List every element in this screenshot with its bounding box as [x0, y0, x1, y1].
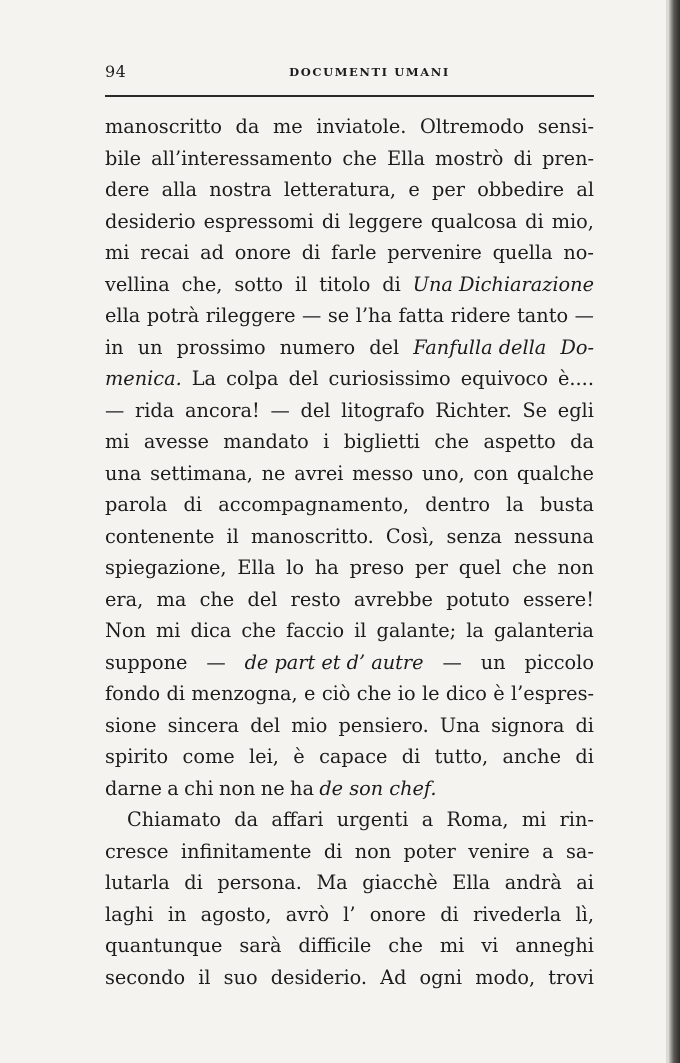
word: biglietti	[343, 430, 420, 453]
word: senza	[446, 524, 502, 548]
word: spiegazione,	[105, 556, 227, 579]
word: il	[226, 524, 239, 548]
word: Richter.	[435, 398, 512, 422]
word: agosto,	[200, 902, 272, 926]
word: all’interessamento	[151, 146, 333, 170]
word: leggere	[348, 209, 423, 233]
text-line	[105, 143, 594, 175]
word: contenente	[105, 524, 215, 548]
text-line	[105, 552, 594, 584]
word: il	[294, 272, 308, 296]
word: mi	[155, 619, 181, 642]
word: mi	[105, 241, 130, 264]
word: numero	[279, 335, 356, 359]
word: difficile	[298, 934, 372, 957]
word: parola	[105, 493, 168, 516]
text-line	[105, 300, 594, 332]
text-line	[105, 678, 594, 710]
word: colpa	[226, 367, 279, 390]
word: ma	[156, 587, 187, 611]
word: letteratura,	[283, 178, 397, 201]
word: bile	[105, 146, 142, 170]
word: uno,	[422, 461, 465, 485]
word: sotto	[234, 272, 283, 296]
word: prossimo	[176, 335, 266, 359]
word: accompagnamento,	[218, 493, 409, 516]
word: di	[323, 839, 343, 863]
word: di	[440, 902, 459, 926]
word: mio,	[551, 209, 594, 233]
word: ancora!	[184, 398, 260, 422]
word: inviatole.	[316, 115, 407, 138]
word: ad	[200, 241, 224, 264]
word: dica	[190, 619, 232, 642]
word: ridere	[450, 304, 511, 327]
word: in	[167, 902, 187, 926]
page-edge	[669, 0, 680, 1063]
word: menica.	[105, 367, 182, 390]
word: qualche	[516, 461, 594, 485]
word: sione	[105, 713, 157, 737]
word: —	[574, 304, 594, 327]
word: modo,	[475, 965, 536, 989]
word: vellina	[105, 272, 170, 296]
word: l’ha	[355, 304, 392, 327]
word: di	[382, 272, 401, 296]
word: che	[241, 619, 276, 642]
word: sarà	[239, 934, 282, 957]
word: venire	[468, 839, 530, 863]
word: non	[557, 556, 594, 579]
text-line	[105, 836, 594, 868]
word: fatta	[398, 304, 445, 327]
word: Do-	[560, 335, 594, 359]
word: mi	[521, 808, 547, 831]
word: dere	[105, 178, 150, 201]
word: potrà	[146, 304, 200, 327]
word: manoscritto.	[250, 524, 374, 548]
word: farle	[331, 241, 377, 264]
word: ha	[314, 556, 339, 579]
word: quantunque	[105, 934, 223, 957]
word: —	[442, 650, 462, 674]
word: da	[234, 808, 259, 831]
word: avrò	[285, 902, 329, 926]
text-line	[105, 710, 594, 742]
word: a	[421, 808, 434, 831]
word: Se	[522, 398, 548, 422]
word: da	[235, 115, 260, 138]
text-line	[105, 930, 594, 962]
word: del	[250, 713, 281, 737]
word: che	[511, 556, 547, 579]
word: resto	[290, 587, 341, 611]
word: ha	[290, 776, 314, 800]
word: Ma	[316, 871, 348, 894]
word: di	[525, 209, 544, 233]
word: faccio	[286, 619, 345, 642]
word: che	[199, 587, 235, 611]
word: l’espres-	[511, 682, 594, 705]
word: mio	[291, 713, 328, 737]
word: e	[304, 682, 316, 705]
word: avesse	[143, 430, 209, 453]
text-line	[105, 615, 594, 647]
word: capace	[319, 745, 388, 768]
word: messo	[352, 461, 414, 485]
word: che	[342, 146, 377, 170]
word: lei,	[249, 745, 279, 768]
word: di	[575, 745, 594, 768]
word: mi	[439, 934, 465, 957]
word: de son chef.	[319, 776, 437, 800]
word: obbedire	[477, 178, 565, 201]
word: litografo	[341, 398, 425, 422]
word: che	[434, 430, 470, 453]
word: quella	[492, 241, 553, 264]
word: fondo	[105, 682, 161, 705]
text-line	[105, 867, 594, 899]
word: che	[388, 934, 423, 957]
word: ne	[260, 776, 285, 800]
word: del	[288, 367, 319, 390]
word: la	[466, 619, 484, 642]
word: giacchè	[362, 871, 438, 894]
word: signora	[491, 713, 565, 737]
word: Una	[439, 713, 481, 737]
word: la	[506, 493, 524, 516]
word: era,	[105, 587, 144, 611]
word: vi	[481, 934, 499, 957]
word: Ad	[380, 965, 407, 989]
running-title: DOCUMENTI UMANI	[289, 65, 450, 79]
text-line	[105, 741, 594, 773]
word: recai	[140, 241, 190, 264]
page-number: 94	[105, 62, 127, 81]
word: Ella	[237, 556, 276, 579]
text-line	[105, 584, 594, 616]
word: pren-	[542, 146, 594, 170]
word: se	[327, 304, 350, 327]
word: i	[323, 430, 330, 453]
word: settimana,	[150, 461, 253, 485]
word: piccolo	[524, 650, 594, 674]
word: di	[301, 241, 321, 264]
word: qualcosa	[430, 209, 518, 233]
word: in	[105, 335, 124, 359]
word: un	[480, 650, 506, 674]
word: come	[182, 745, 235, 768]
word: a	[542, 839, 554, 863]
word: mostrò	[435, 146, 504, 170]
body-text	[105, 111, 594, 993]
word: una	[105, 461, 142, 485]
word: Così,	[385, 524, 435, 548]
word: onore	[234, 241, 291, 264]
word: e	[408, 178, 420, 201]
text-line	[105, 962, 594, 994]
word: espressomi	[203, 209, 314, 233]
word: laghi	[105, 902, 154, 926]
word: ella	[105, 304, 141, 327]
word: tutto,	[434, 745, 489, 768]
word: preso	[349, 556, 405, 579]
page-header	[105, 62, 594, 84]
word: lutarla	[105, 871, 170, 894]
word: Fanfulla della	[413, 335, 547, 359]
word: urgenti	[336, 808, 409, 831]
word: di	[166, 682, 186, 705]
word: rivederla	[472, 902, 562, 926]
word: desiderio.	[270, 965, 368, 989]
text-line	[105, 804, 594, 836]
word: di	[184, 871, 203, 894]
word: sa-	[566, 839, 594, 863]
word: titolo	[319, 272, 371, 296]
word: mandato	[223, 430, 309, 453]
word: secondo	[105, 965, 186, 989]
word: di	[321, 209, 341, 233]
word: Oltremodo	[419, 115, 525, 138]
word: galante;	[376, 619, 457, 642]
word: il	[354, 619, 367, 642]
word: pensiero.	[338, 713, 429, 737]
word: di	[401, 745, 421, 768]
word: per	[432, 178, 465, 201]
word: pervenire	[387, 241, 482, 264]
word: da	[570, 430, 594, 453]
word: non	[354, 839, 392, 863]
word: persona.	[217, 871, 302, 894]
word: Ella	[387, 146, 425, 170]
word: me	[272, 115, 303, 138]
word: del	[369, 335, 400, 359]
word: rileggere	[205, 304, 296, 327]
word: equivoco	[460, 367, 548, 390]
header-rule	[105, 95, 594, 97]
word: ne	[261, 461, 286, 485]
word: che,	[181, 272, 223, 296]
word: rida	[135, 398, 175, 422]
word: galanteria	[493, 619, 594, 642]
word: —	[302, 304, 322, 327]
text-line	[105, 206, 594, 238]
word: per	[414, 556, 448, 579]
text-line	[105, 111, 594, 143]
text-line	[105, 363, 594, 395]
word: non	[218, 776, 256, 800]
word: tanto	[517, 304, 569, 327]
word: nessuna	[514, 524, 594, 548]
word: del	[300, 398, 331, 422]
word: spirito	[105, 745, 169, 768]
word: trovi	[548, 965, 594, 989]
word: del	[247, 587, 278, 611]
word: affari	[271, 808, 324, 831]
word: le	[421, 682, 440, 705]
word: dico	[445, 682, 487, 705]
word: egli	[557, 398, 594, 422]
word: è....	[558, 367, 594, 390]
word: a	[167, 776, 179, 800]
word: io	[397, 682, 416, 705]
word: Una Dichiarazione	[412, 272, 594, 296]
word: curiosissimo	[328, 367, 451, 390]
word: Non	[105, 619, 146, 642]
word: al	[576, 178, 594, 201]
word: dentro	[425, 493, 490, 516]
word: —	[206, 650, 226, 674]
word: rin-	[559, 808, 594, 831]
word: aspetto	[483, 430, 556, 453]
word: Roma,	[446, 808, 509, 831]
word: sensi-	[537, 115, 594, 138]
text-line	[105, 899, 594, 931]
word: di	[183, 493, 203, 516]
text-line	[105, 647, 594, 679]
text-line	[105, 521, 594, 553]
word: potuto	[446, 587, 510, 611]
word: ai	[576, 871, 594, 894]
word: onore	[369, 902, 426, 926]
word: La	[191, 367, 217, 390]
word: no-	[563, 241, 594, 264]
word: —	[105, 398, 125, 422]
word: anneghi	[515, 934, 594, 957]
word: mi	[105, 430, 130, 453]
word: —	[270, 398, 290, 422]
word: de part et d’ autre	[244, 650, 424, 674]
text-line	[105, 458, 594, 490]
word: infinitamente	[180, 839, 312, 863]
word: suppone	[105, 650, 188, 674]
word: sincera	[167, 713, 240, 737]
word: che	[356, 682, 392, 705]
text-line	[105, 269, 594, 301]
word: avrei	[294, 461, 344, 485]
word: cresce	[105, 839, 169, 863]
word: essere!	[522, 587, 594, 611]
word: ciò	[321, 682, 351, 705]
word: anche	[502, 745, 561, 768]
word: di	[513, 146, 533, 170]
word: con	[473, 461, 509, 485]
word: desiderio	[105, 209, 196, 233]
word: chi	[184, 776, 214, 800]
word: lì,	[575, 902, 594, 926]
word: avrebbe	[353, 587, 433, 611]
word: busta	[540, 493, 594, 516]
word: alla	[161, 178, 197, 201]
word: Chiamato	[127, 808, 221, 831]
word: suo	[223, 965, 258, 989]
word: poter	[403, 839, 456, 863]
word: lo	[286, 556, 304, 579]
word: il	[198, 965, 211, 989]
text-line	[105, 174, 594, 206]
text-line	[105, 237, 594, 269]
word: Ella	[452, 871, 491, 894]
word: l’	[343, 902, 356, 926]
word: manoscritto	[105, 115, 222, 138]
word: menzogna,	[191, 682, 298, 705]
word: ogni	[419, 965, 463, 989]
word: di	[575, 713, 594, 737]
word: quel	[458, 556, 502, 579]
word: è	[493, 682, 505, 705]
word: è	[293, 745, 305, 768]
word: nostra	[209, 178, 272, 201]
word: un	[137, 335, 163, 359]
text-line	[105, 426, 594, 458]
text-line	[105, 489, 594, 521]
text-line	[105, 332, 594, 364]
word: darne	[105, 776, 162, 800]
word: andrà	[504, 871, 562, 894]
text-line	[105, 773, 594, 805]
text-line	[105, 395, 594, 427]
